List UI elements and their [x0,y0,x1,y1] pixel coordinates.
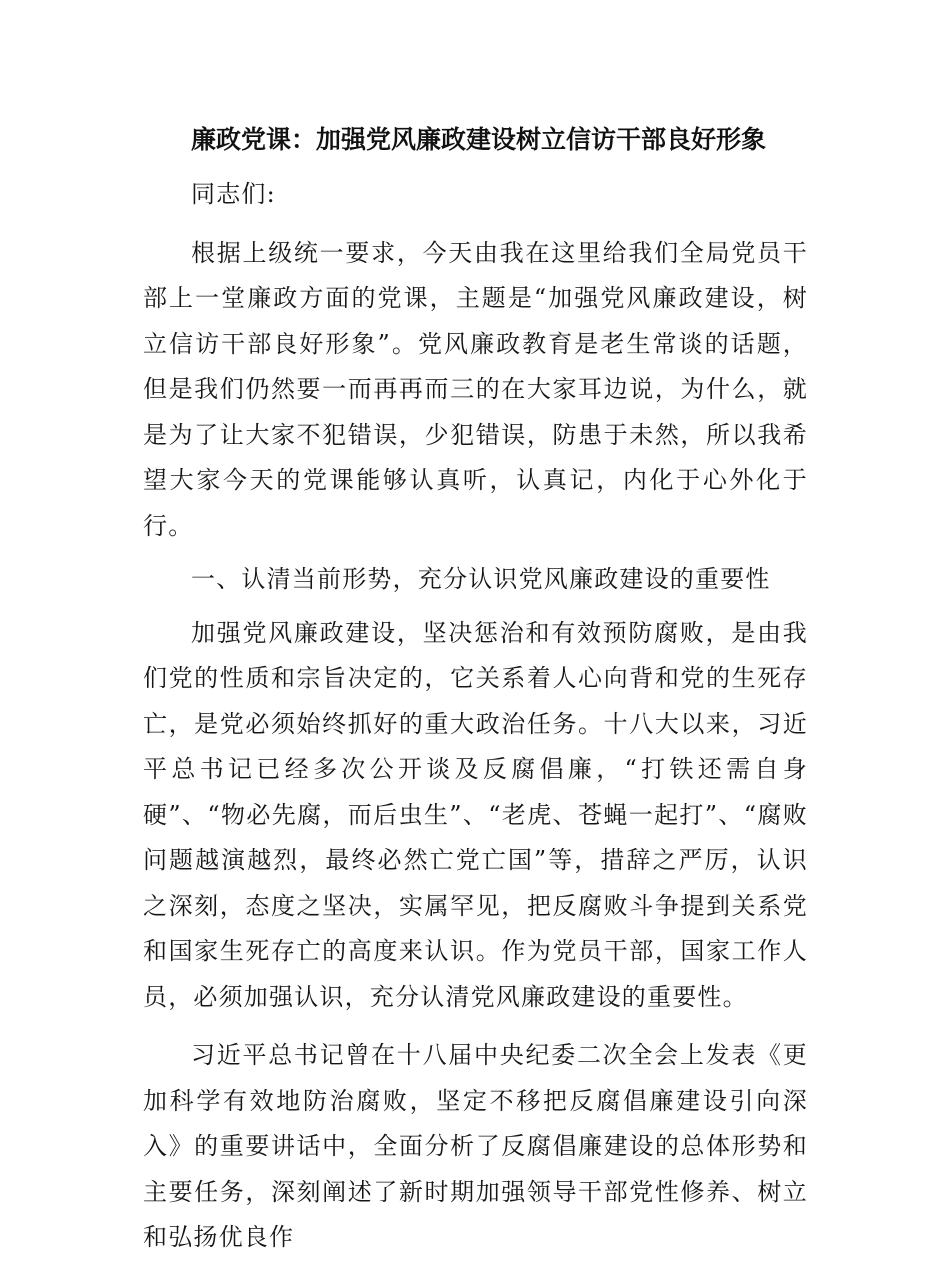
document-title: 廉政党课：加强党风廉政建设树立信访干部良好形象 [191,125,767,154]
paragraph-importance: 加强党风廉政建设，坚决惩治和有效预防腐败，是由我们党的性质和宗旨决定的，它关系着人心向背和党的生死存亡，是党必须始终抓好的重大政治任务。十八大以来，习近平总书记已经多次公开谈及反腐倡廉，“打铁还需自身硬”、“物必先腐，而后虫生”、“老虎、苍蝇一起打”、“腐败问题越演越烈，最终必然亡党亡国”等，措辞之严厉，认识之深刻，态度之坚决，实属罕见，把反腐败斗争提到关系党和国家生死存亡的高度来认识。作为党员干部，国家工作人员，必须加强认识，充分认清党风廉政建设的重要性。 [143,618,808,1011]
document-body [143,118,808,1261]
section-heading-1: 一、认清当前形势，充分认识党风廉政建设的重要性 [191,565,771,593]
greeting: 同志们: [191,180,276,208]
paragraph-xi-speech: 习近平总书记曾在十八届中央纪委二次全会上发表《更加科学有效地防治腐败，坚定不移把反腐倡廉建设引向深入》的重要讲话中，全面分析了反腐倡廉建设的总体形势和主要任务，深刻阐述了新时期加强领导干部党性修养、树立和弘扬优良作 [143,1041,808,1251]
paragraph-intro: 根据上级统一要求，今天由我在这里给我们全局党员干部上一堂廉政方面的党课，主题是“加强党风廉政建设，树立信访干部良好形象”。党风廉政教育是老生常谈的话题，但是我们仍然要一而再再而三的在大家耳边说，为什么，就是为了让大家不犯错误，少犯错误，防患于未然，所以我希望大家今天的党课能够认真听，认真记，内化于心外化于行。 [143,238,808,540]
